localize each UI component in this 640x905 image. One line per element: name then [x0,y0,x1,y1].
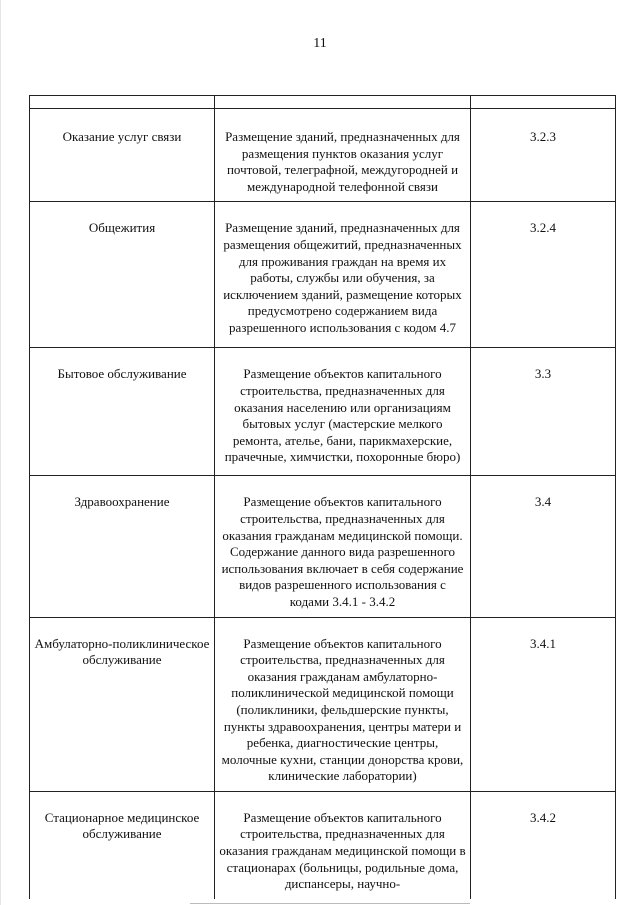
table-header-row [30,96,616,109]
header-cell-name [30,96,215,109]
table-row [30,109,616,202]
scan-bottom-edge [190,903,470,904]
table-row [30,202,616,348]
use-type-code: 3.4 [471,476,616,617]
use-type-description: Размещение зданий, предназначенных для размещения пунктов оказания услуг почтовой, телеграфной, междугородней и международной телефонной связи [215,109,471,202]
use-type-name: Стационарное медицинское обслуживание [30,791,215,898]
use-type-name: Общежития [30,202,215,348]
header-cell-code [471,96,616,109]
header-cell-description [215,96,471,109]
use-type-description: Размещение объектов капитального строительства, предназначенных для оказания гражданам амбулаторно-поликлинической медицинской помощи (поликлиники, фельдшерские пункты, пункты здравоохранения, центры матери и ребенка, диагностические центры, молочные кухни, станции донорства крови, клинические лаборатории) [215,617,471,791]
use-type-code: 3.4.1 [471,617,616,791]
table-row [30,617,616,791]
use-type-description: Размещение объектов капитального строительства, предназначенных для оказания населению или организациям бытовых услуг (мастерские мелкого ремонта, ателье, бани, парикмахерские, прачечные, химчистки, похоронные бюро) [215,348,471,476]
scan-edge [0,0,1,905]
use-type-code: 3.3 [471,348,616,476]
table-row [30,476,616,617]
use-type-name: Бытовое обслуживание [30,348,215,476]
use-type-description: Размещение объектов капитального строительства, предназначенных для оказания гражданам медицинской помощи в стационарах (больницы, родильные дома, диспансеры, научно- [215,791,471,898]
use-type-code: 3.2.3 [471,109,616,202]
use-type-description: Размещение объектов капитального строительства, предназначенных для оказания гражданам медицинской помощи. Содержание данного вида разрешенного использования включает в себя содержание видов разрешенного использования с кодами 3.4.1 - 3.4.2 [215,476,471,617]
use-type-code: 3.2.4 [471,202,616,348]
use-type-name: Оказание услуг связи [30,109,215,202]
use-type-name: Амбулаторно-поликлиническое обслуживание [30,617,215,791]
use-type-code: 3.4.2 [471,791,616,898]
land-use-table [29,95,616,899]
use-type-name: Здравоохранение [30,476,215,617]
table-row [30,791,616,898]
use-type-description: Размещение зданий, предназначенных для размещения общежитий, предназначенных для проживания граждан на время их работы, службы или обучения, за исключением зданий, размещение которых предусмотрено содержанием вида разрешенного использования с кодом 4.7 [215,202,471,348]
page-number: 11 [313,36,327,51]
table-row [30,348,616,476]
